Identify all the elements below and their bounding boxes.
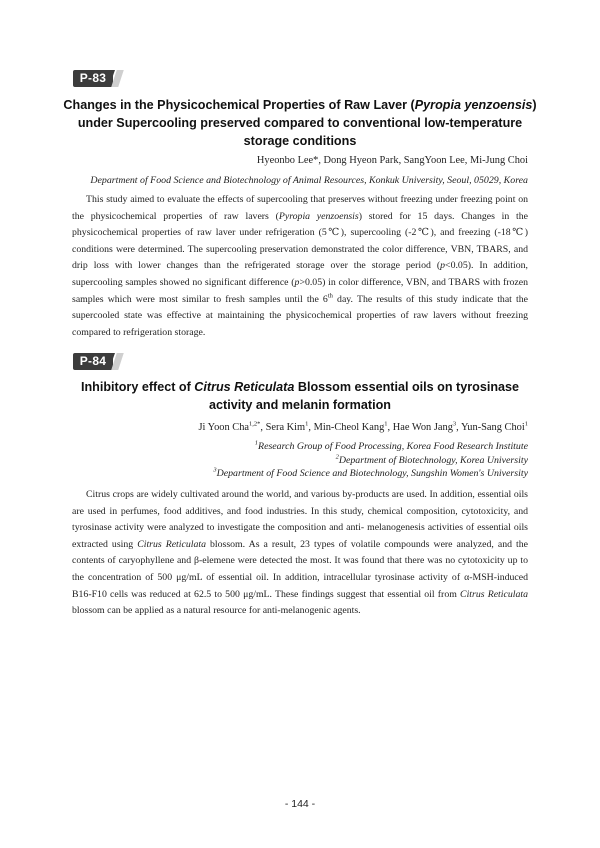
abstract-body: This study aimed to evaluate the effects of supercooling that preserves without freezing under freezing point on the physicochemical properties of raw lavers (Pyropia yenzoensis) stored for 15 days. Changes in the physicochemical properties of raw laver under refrigeration (5℃), supercooling (-2℃), and freezing (-18℃) conditions were determined. The supercooling preservation demonstrated the color difference, VBN, TBARS, and drip loss with lower changes than the refrigerated storage over the storage period (p<0.05). In addition, supercooling samples showed no significant difference (p>0.05) in color difference, VBN, and TBARS with frozen samples which were most similar to fresh samples until the 6th day. The results of this study indicate that the supercooled state was effective at maintaining the physicochemical properties of raw lavers without freezing compared to refrigeration storage.: [72, 194, 529, 338]
abstract-title: Inhibitory effect of Citrus Reticulata Blossom essential oils on tyrosinase activity and melanin formation: [80, 380, 520, 412]
affiliation: $^1$Research Group of Food Processing, Korea Food Research Institute: [254, 439, 528, 452]
abstract-title: Changes in the Physicochemical Properties of Raw Laver (Pyropia yenzoensis) under Supercooling preserved compared to conventional low-temperature storage conditions: [63, 98, 537, 148]
affiliation: Department of Food Science and Biotechnology of Animal Resources, Konkuk University, Seoul, 05029, Korea: [90, 175, 528, 186]
abstract-code-badge: [73, 70, 121, 87]
abstract-code: P-84: [79, 354, 107, 368]
page-number: - 144 -: [284, 798, 316, 810]
affiliation-list: [213, 440, 528, 481]
affiliation: $^2$Department of Biotechnology, Korea University: [335, 453, 528, 466]
author-list: Ji Yoon Cha$^{1,2*}$, Sera Kim$^1$, Min-Cheol Kang$^1$, Hae Won Jang$^3$, Yun-Sang Choi$^1$: [198, 420, 528, 433]
affiliation: $^3$Department of Food Science and Biotechnology, Sungshin Women's University: [213, 466, 528, 479]
author-list: Hyeonbo Lee*, Dong Hyeon Park, SangYoon Lee, Mi-Jung Choi: [256, 155, 528, 166]
abstract-code: P-83: [79, 71, 107, 85]
abstract-body: Citrus crops are widely cultivated around the world, and various by-products are used. In addition, essential oils are used in perfumes, food additives, and food industries. In this study, chemical composition, cytotoxicity, and tyrosinase activity were analyzed to investigate the composition and anti- melanogenesis activities of essential oils extracted using Citrus Reticulata blossom. As a result, 23 types of volatile compounds were analyzed, and the contents of caryophyllene and β-elemene were detected the most. It was found that there was no cytotoxicity up to the concentration of 500 μg/mL of essential oil. In addition, intracellular tyrosinase activity of α-MSH-induced B16-F10 cells was reduced at 62.5 to 500 μg/mL. These findings suggest that essential oil from Citrus Reticulata blossom can be applied as a natural resource for anti-melanogenic agents.: [72, 489, 528, 617]
abstract-code-badge: [73, 353, 121, 370]
